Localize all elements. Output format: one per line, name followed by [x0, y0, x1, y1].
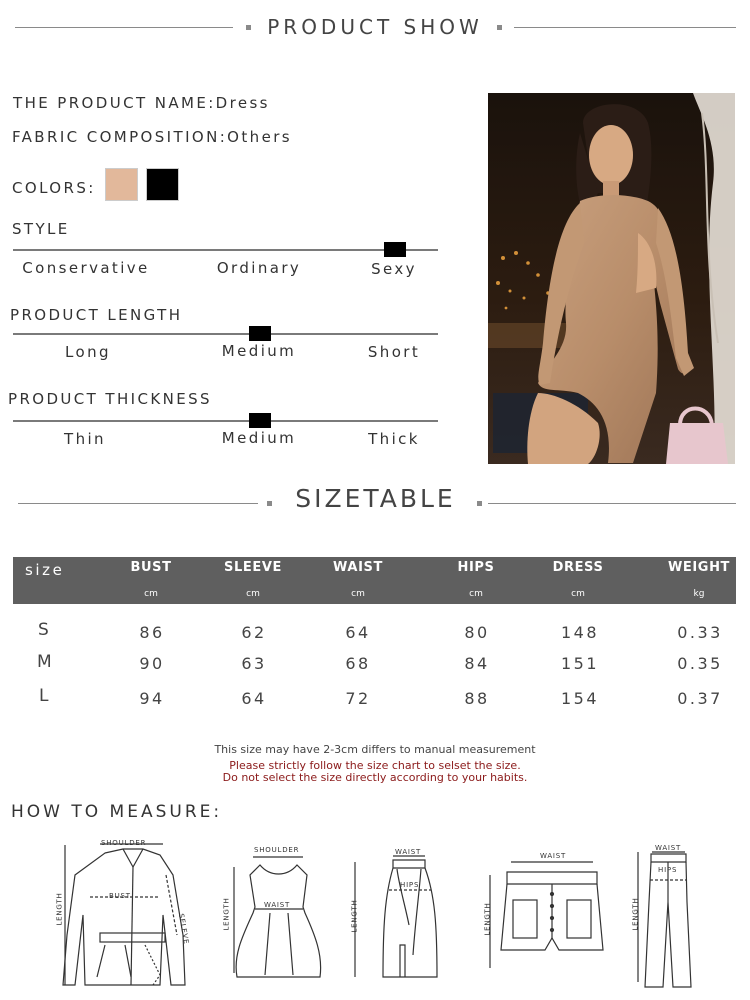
sizetable-header	[0, 480, 750, 520]
shorts-waist-label: WAIST	[540, 852, 567, 860]
note-habits-warning: Do not select the size directly according to your habits.	[222, 771, 528, 784]
waist-cell: 72	[345, 689, 371, 708]
dress-shoulder-label: SHOULDER	[254, 846, 300, 854]
thickness-option-medium: Medium	[221, 429, 297, 447]
skirt-hips-label: HIPS	[400, 881, 420, 889]
shorts-measure-figure	[475, 850, 620, 975]
skirt-measure-figure	[345, 845, 450, 985]
hips-cell: 88	[464, 689, 490, 708]
sleeve-cell: 63	[241, 654, 267, 673]
product-photo	[488, 93, 735, 464]
note-follow-chart: Please strictly follow the size chart to selset the size.	[229, 759, 521, 772]
how-to-measure-title: HOW TO MEASURE:	[11, 802, 223, 822]
sleeve-cell: 62	[241, 623, 267, 642]
sizetable-title: SIZETABLE	[295, 484, 456, 513]
fabric-composition: FABRIC COMPOSITION:Others	[12, 128, 292, 146]
note-measurement-variance: This size may have 2-3cm differs to manual measurement	[214, 743, 536, 756]
skirt-length-label: LENGTH	[350, 899, 359, 933]
dress-cell: 151	[560, 654, 600, 673]
size-table-header: size BUST cm SLEEVE cm WAIST cm HIPS cm DRESS cm WEIGHT kg	[13, 557, 736, 604]
style-option-conservative: Conservative	[22, 259, 150, 277]
thickness-scale-line	[13, 420, 438, 422]
bust-cell: 86	[139, 623, 165, 642]
style-scale-line	[13, 249, 438, 251]
dress-cell: 148	[560, 623, 600, 642]
color-swatch-nude[interactable]	[105, 168, 138, 201]
skirt-waist-label: WAIST	[395, 848, 422, 856]
size-cell: S	[38, 620, 49, 640]
thickness-label: PRODUCT THICKNESS	[8, 390, 212, 408]
trousers-hips-label: HIPS	[658, 866, 678, 874]
trousers-length-label: LENGTH	[631, 897, 640, 931]
length-scale-line	[13, 333, 438, 335]
length-option-medium: Medium	[221, 342, 297, 360]
size-cell: L	[39, 686, 49, 706]
style-marker	[384, 242, 406, 257]
weight-cell: 0.37	[677, 689, 723, 708]
waist-cell: 64	[345, 623, 371, 642]
style-option-sexy: Sexy	[371, 260, 417, 278]
thickness-marker	[249, 413, 271, 428]
bust-cell: 90	[139, 654, 165, 673]
style-label: STYLE	[12, 220, 70, 238]
length-marker	[249, 326, 271, 341]
dress-waist-label: WAIST	[264, 901, 291, 909]
length-option-short: Short	[367, 343, 421, 361]
size-cell: M	[37, 652, 52, 672]
product-show-title: PRODUCT SHOW	[267, 15, 483, 39]
dress-measure-figure	[215, 845, 340, 985]
shorts-length-label: LENGTH	[483, 902, 492, 936]
trousers-waist-label: WAIST	[655, 844, 682, 852]
sleeve-cell: 64	[241, 689, 267, 708]
product-show-header	[0, 0, 750, 55]
style-option-ordinary: Ordinary	[216, 259, 302, 277]
colors-label: COLORS:	[12, 179, 96, 197]
size-column-header: size	[25, 561, 65, 579]
product-name: THE PRODUCT NAME:Dress	[13, 94, 270, 112]
jacket-bust-label: BUST	[109, 892, 131, 900]
thickness-option-thin: Thin	[64, 430, 106, 448]
bust-cell: 94	[139, 689, 165, 708]
jacket-shoulder-label: SHOULDER	[101, 839, 147, 847]
dress-length-label: LENGTH	[222, 897, 231, 931]
weight-cell: 0.33	[677, 623, 723, 642]
length-option-long: Long	[65, 343, 111, 361]
thickness-option-thick: Thick	[368, 430, 420, 448]
weight-cell: 0.35	[677, 654, 723, 673]
length-label: PRODUCT LENGTH	[10, 306, 183, 324]
hips-cell: 84	[464, 654, 490, 673]
jacket-sleeve-label: SELEVE	[176, 912, 191, 946]
dress-cell: 154	[560, 689, 600, 708]
waist-cell: 68	[345, 654, 371, 673]
jacket-length-label: LENGTH	[55, 892, 64, 926]
color-swatch-black[interactable]	[146, 168, 179, 201]
hips-cell: 80	[464, 623, 490, 642]
